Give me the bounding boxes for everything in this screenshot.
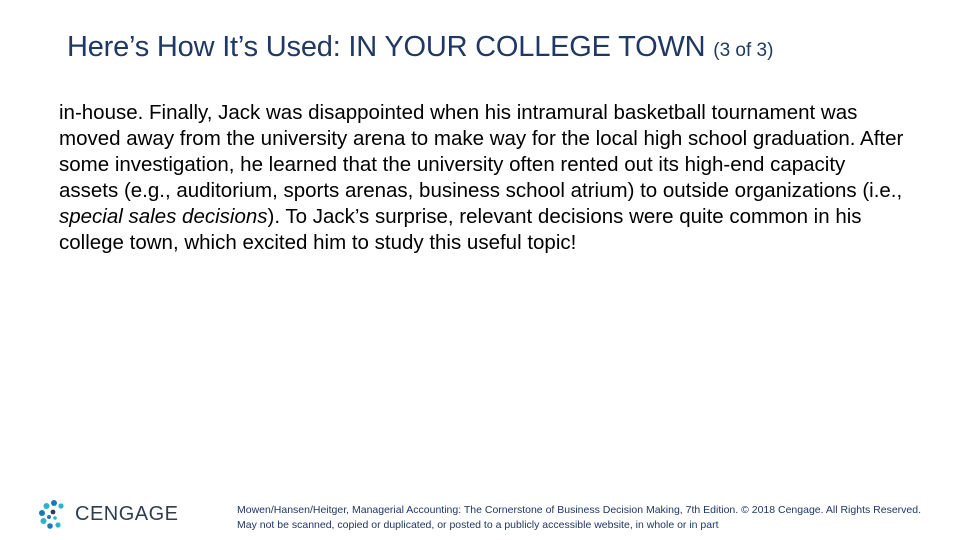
cengage-logo bbox=[37, 498, 179, 530]
body-text-emphasis: special sales decisions bbox=[59, 205, 268, 228]
slide-title-main: Here’s How It’s Used: IN YOUR COLLEGE TOWN bbox=[67, 31, 714, 63]
cengage-logo-text: CENGAGE bbox=[75, 503, 179, 525]
body-text-part-1: in-house. Finally, Jack was disappointed when his intramural basketball tournament was moved away from the university arena to make way for the local high school graduation. After some investigation, he learned that the university often rented out its high-end capacity assets (e.g., auditorium, sports arenas, business school atrium) to outside organizations (i.e., bbox=[59, 101, 904, 202]
body-text-part-2: ). To Jack’s surprise, relevant decisions were quite common in his college town, which excited him to study this useful topic! bbox=[59, 205, 862, 254]
body-text bbox=[59, 100, 909, 256]
body-paragraph bbox=[59, 100, 909, 256]
copyright-footer: Mowen/Hansen/Heitger, Managerial Accounting: The Cornerstone of Business Decision Making, 7th Edition. © 2018 Cengage. All Rights Reserved. May not be scanned, copied or duplicated, or posted to a publicly accessible website, in whole or in part bbox=[237, 504, 922, 531]
slide-title-page-indicator: (3 of 3) bbox=[713, 40, 774, 61]
cengage-logo-icon bbox=[37, 499, 67, 529]
slide-title bbox=[67, 28, 947, 70]
